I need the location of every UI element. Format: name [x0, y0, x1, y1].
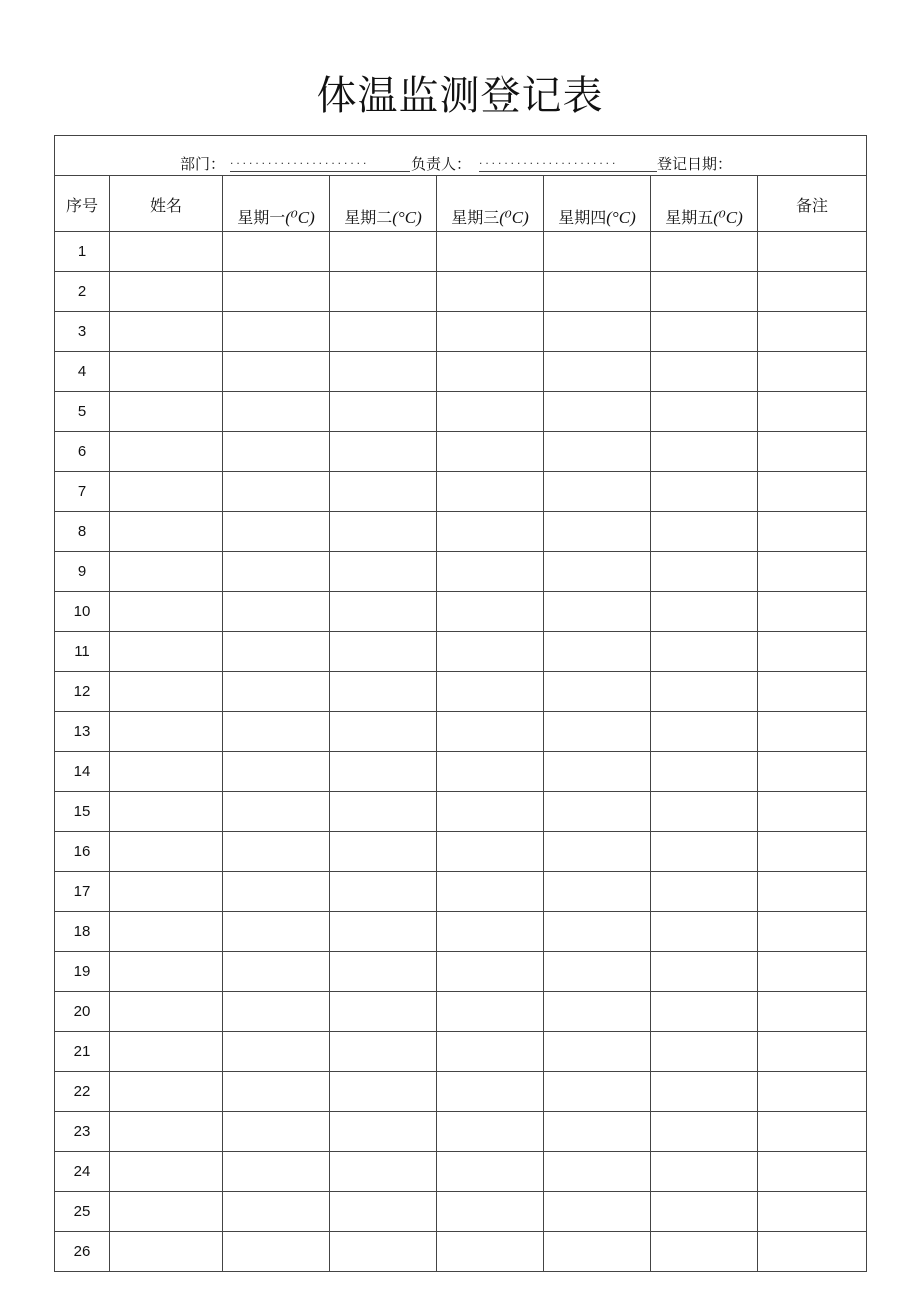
wednesday-cell[interactable]	[437, 1112, 544, 1152]
friday-cell[interactable]	[651, 1192, 758, 1232]
friday-cell[interactable]	[651, 992, 758, 1032]
name-cell[interactable]	[110, 712, 223, 752]
thursday-cell[interactable]	[544, 312, 651, 352]
friday-cell[interactable]	[651, 792, 758, 832]
friday-cell[interactable]	[651, 1152, 758, 1192]
row-number: 16	[55, 832, 110, 872]
row-number: 26	[55, 1232, 110, 1272]
friday-cell[interactable]	[651, 1072, 758, 1112]
row-number: 10	[55, 592, 110, 632]
wednesday-cell[interactable]	[437, 672, 544, 712]
wednesday-cell[interactable]	[437, 272, 544, 312]
tuesday-cell[interactable]	[330, 912, 437, 952]
thursday-cell[interactable]	[544, 1112, 651, 1152]
thursday-cell[interactable]	[544, 1072, 651, 1112]
thursday-cell[interactable]	[544, 712, 651, 752]
table-row	[55, 952, 867, 992]
tuesday-cell[interactable]	[330, 1112, 437, 1152]
department-field[interactable]: ......................	[230, 153, 410, 172]
friday-cell[interactable]	[651, 552, 758, 592]
thursday-cell[interactable]	[544, 592, 651, 632]
header-wednesday-label: 星期三	[451, 210, 500, 227]
row-number: 15	[55, 792, 110, 832]
table-row	[55, 1032, 867, 1072]
tuesday-cell[interactable]	[330, 352, 437, 392]
header-wednesday	[437, 176, 544, 232]
remark-cell[interactable]	[758, 1112, 867, 1152]
name-cell[interactable]	[110, 1232, 223, 1272]
thursday-cell[interactable]	[544, 952, 651, 992]
name-cell[interactable]	[110, 352, 223, 392]
friday-cell[interactable]	[651, 392, 758, 432]
row-number: 7	[55, 472, 110, 512]
table-row	[55, 1072, 867, 1112]
row-number: 25	[55, 1192, 110, 1232]
tuesday-cell[interactable]	[330, 672, 437, 712]
row-number: 4	[55, 352, 110, 392]
thursday-cell[interactable]	[544, 432, 651, 472]
friday-cell[interactable]	[651, 712, 758, 752]
tuesday-cell[interactable]	[330, 872, 437, 912]
table-row	[55, 272, 867, 312]
wednesday-cell[interactable]	[437, 872, 544, 912]
header-thursday-label: 星期四	[558, 210, 607, 227]
remark-cell[interactable]	[758, 272, 867, 312]
monday-cell[interactable]	[223, 1192, 330, 1232]
header-friday-label: 星期五	[665, 210, 714, 227]
tuesday-cell[interactable]	[330, 752, 437, 792]
table-row	[55, 512, 867, 552]
table-row	[55, 432, 867, 472]
name-cell[interactable]	[110, 1192, 223, 1232]
thursday-cell[interactable]	[544, 472, 651, 512]
wednesday-cell[interactable]	[437, 552, 544, 592]
thursday-cell[interactable]	[544, 992, 651, 1032]
table-row	[55, 712, 867, 752]
remark-cell[interactable]	[758, 1192, 867, 1232]
friday-cell[interactable]	[651, 672, 758, 712]
remark-cell[interactable]	[758, 912, 867, 952]
tuesday-cell[interactable]	[330, 632, 437, 672]
row-number: 22	[55, 1072, 110, 1112]
table-row	[55, 1192, 867, 1232]
thursday-cell[interactable]	[544, 272, 651, 312]
info-cell	[55, 136, 867, 176]
monday-cell[interactable]	[223, 272, 330, 312]
thursday-cell[interactable]	[544, 512, 651, 552]
tuesday-cell[interactable]	[330, 832, 437, 872]
thursday-cell[interactable]	[544, 1032, 651, 1072]
table-row	[55, 552, 867, 592]
wednesday-cell[interactable]	[437, 712, 544, 752]
thursday-cell[interactable]	[544, 872, 651, 912]
header-thursday-unit: (°C)	[606, 208, 636, 227]
info-row	[55, 136, 867, 176]
page-title: 体温监测登记表	[316, 73, 604, 119]
monday-cell[interactable]	[223, 1072, 330, 1112]
monday-cell[interactable]	[223, 392, 330, 432]
monday-cell[interactable]	[223, 992, 330, 1032]
row-number: 2	[55, 272, 110, 312]
remark-cell[interactable]	[758, 792, 867, 832]
thursday-cell[interactable]	[544, 1192, 651, 1232]
wednesday-cell[interactable]	[437, 992, 544, 1032]
friday-cell[interactable]	[651, 832, 758, 872]
wednesday-cell[interactable]	[437, 752, 544, 792]
name-cell[interactable]	[110, 552, 223, 592]
monday-cell[interactable]	[223, 472, 330, 512]
monday-cell[interactable]	[223, 592, 330, 632]
header-tuesday-label: 星期二	[344, 210, 393, 227]
wednesday-cell[interactable]	[437, 392, 544, 432]
monday-cell[interactable]	[223, 1032, 330, 1072]
tuesday-cell[interactable]	[330, 1152, 437, 1192]
wednesday-cell[interactable]	[437, 472, 544, 512]
thursday-cell[interactable]	[544, 392, 651, 432]
header-friday-unit: (⁰C)	[713, 208, 743, 227]
thursday-cell[interactable]	[544, 232, 651, 272]
thursday-cell[interactable]	[544, 1232, 651, 1272]
table-row	[55, 1232, 867, 1272]
monday-cell[interactable]	[223, 872, 330, 912]
thursday-cell[interactable]	[544, 632, 651, 672]
monday-cell[interactable]	[223, 352, 330, 392]
remark-cell[interactable]	[758, 952, 867, 992]
tuesday-cell[interactable]	[330, 592, 437, 632]
table-row	[55, 792, 867, 832]
row-number: 1	[55, 232, 110, 272]
name-cell[interactable]	[110, 832, 223, 872]
monday-cell[interactable]	[223, 712, 330, 752]
tuesday-cell[interactable]	[330, 312, 437, 352]
wednesday-cell[interactable]	[437, 312, 544, 352]
name-cell[interactable]	[110, 312, 223, 352]
remark-cell[interactable]	[758, 392, 867, 432]
person-in-charge-field[interactable]: ......................	[479, 153, 657, 172]
name-cell[interactable]	[110, 472, 223, 512]
remark-cell[interactable]	[758, 1072, 867, 1112]
header-friday	[651, 176, 758, 232]
wednesday-cell[interactable]	[437, 1032, 544, 1072]
thursday-cell[interactable]	[544, 352, 651, 392]
tuesday-cell[interactable]	[330, 792, 437, 832]
registration-date-label: 登记日期：	[657, 156, 733, 173]
wednesday-cell[interactable]	[437, 1232, 544, 1272]
monday-cell[interactable]	[223, 632, 330, 672]
remark-cell[interactable]	[758, 832, 867, 872]
thursday-cell[interactable]	[544, 752, 651, 792]
row-number: 9	[55, 552, 110, 592]
friday-cell[interactable]	[651, 312, 758, 352]
monday-cell[interactable]	[223, 232, 330, 272]
header-monday-unit: (⁰C)	[285, 208, 315, 227]
wednesday-cell[interactable]	[437, 632, 544, 672]
name-cell[interactable]	[110, 632, 223, 672]
remark-cell[interactable]	[758, 352, 867, 392]
thursday-cell[interactable]	[544, 912, 651, 952]
row-number: 12	[55, 672, 110, 712]
thursday-cell[interactable]	[544, 792, 651, 832]
monday-cell[interactable]	[223, 312, 330, 352]
remark-cell[interactable]	[758, 232, 867, 272]
name-cell[interactable]	[110, 512, 223, 552]
name-cell[interactable]	[110, 792, 223, 832]
table-row	[55, 1112, 867, 1152]
remark-cell[interactable]	[758, 592, 867, 632]
table-row	[55, 872, 867, 912]
tuesday-cell[interactable]	[330, 432, 437, 472]
table-row	[55, 232, 867, 272]
wednesday-cell[interactable]	[437, 952, 544, 992]
registration-table	[54, 135, 867, 1272]
thursday-cell[interactable]	[544, 1152, 651, 1192]
row-number: 11	[55, 632, 110, 672]
monday-cell[interactable]	[223, 1112, 330, 1152]
row-number: 5	[55, 392, 110, 432]
monday-cell[interactable]	[223, 1152, 330, 1192]
table-row	[55, 352, 867, 392]
thursday-cell[interactable]	[544, 672, 651, 712]
name-cell[interactable]	[110, 232, 223, 272]
friday-cell[interactable]	[651, 632, 758, 672]
row-number: 18	[55, 912, 110, 952]
table-row	[55, 832, 867, 872]
table-row	[55, 912, 867, 952]
row-number: 24	[55, 1152, 110, 1192]
remark-cell[interactable]	[758, 512, 867, 552]
monday-cell[interactable]	[223, 1232, 330, 1272]
person-in-charge-label: 负责人：	[411, 156, 472, 173]
friday-cell[interactable]	[651, 512, 758, 552]
wednesday-cell[interactable]	[437, 1152, 544, 1192]
friday-cell[interactable]	[651, 1032, 758, 1072]
monday-cell[interactable]	[223, 752, 330, 792]
friday-cell[interactable]	[651, 592, 758, 632]
name-cell[interactable]	[110, 592, 223, 632]
monday-cell[interactable]	[223, 912, 330, 952]
name-cell[interactable]	[110, 872, 223, 912]
monday-cell[interactable]	[223, 552, 330, 592]
remark-cell[interactable]	[758, 872, 867, 912]
name-cell[interactable]	[110, 952, 223, 992]
name-cell[interactable]	[110, 912, 223, 952]
row-number: 6	[55, 432, 110, 472]
department-label: 部门：	[180, 156, 226, 173]
monday-cell[interactable]	[223, 432, 330, 472]
tuesday-cell[interactable]	[330, 472, 437, 512]
monday-cell[interactable]	[223, 832, 330, 872]
wednesday-cell[interactable]	[437, 832, 544, 872]
tuesday-cell[interactable]	[330, 232, 437, 272]
table-row	[55, 632, 867, 672]
header-tuesday	[330, 176, 437, 232]
name-cell[interactable]	[110, 272, 223, 312]
monday-cell[interactable]	[223, 672, 330, 712]
remark-cell[interactable]	[758, 1152, 867, 1192]
table-row	[55, 752, 867, 792]
table-row	[55, 1152, 867, 1192]
remark-cell[interactable]	[758, 672, 867, 712]
friday-cell[interactable]	[651, 1112, 758, 1152]
friday-cell[interactable]	[651, 912, 758, 952]
name-cell[interactable]	[110, 432, 223, 472]
row-number: 13	[55, 712, 110, 752]
wednesday-cell[interactable]	[437, 352, 544, 392]
wednesday-cell[interactable]	[437, 1192, 544, 1232]
remark-cell[interactable]	[758, 1032, 867, 1072]
tuesday-cell[interactable]	[330, 1192, 437, 1232]
wednesday-cell[interactable]	[437, 792, 544, 832]
header-monday	[223, 176, 330, 232]
wednesday-cell[interactable]	[437, 912, 544, 952]
friday-cell[interactable]	[651, 1232, 758, 1272]
tuesday-cell[interactable]	[330, 952, 437, 992]
friday-cell[interactable]	[651, 752, 758, 792]
friday-cell[interactable]	[651, 872, 758, 912]
row-number: 21	[55, 1032, 110, 1072]
tuesday-cell[interactable]	[330, 712, 437, 752]
table-row	[55, 392, 867, 432]
row-number: 19	[55, 952, 110, 992]
friday-cell[interactable]	[651, 472, 758, 512]
header-tuesday-unit: (°C)	[392, 208, 422, 227]
table-row	[55, 312, 867, 352]
monday-cell[interactable]	[223, 792, 330, 832]
table-row	[55, 592, 867, 632]
thursday-cell[interactable]	[544, 832, 651, 872]
name-cell[interactable]	[110, 392, 223, 432]
table-row	[55, 472, 867, 512]
friday-cell[interactable]	[651, 952, 758, 992]
thursday-cell[interactable]	[544, 552, 651, 592]
remark-cell[interactable]	[758, 312, 867, 352]
tuesday-cell[interactable]	[330, 512, 437, 552]
wednesday-cell[interactable]	[437, 592, 544, 632]
friday-cell[interactable]	[651, 232, 758, 272]
tuesday-cell[interactable]	[330, 1032, 437, 1072]
tuesday-cell[interactable]	[330, 1072, 437, 1112]
header-name: 姓名	[110, 176, 223, 232]
remark-cell[interactable]	[758, 632, 867, 672]
name-cell[interactable]	[110, 1072, 223, 1112]
tuesday-cell[interactable]	[330, 392, 437, 432]
wednesday-cell[interactable]	[437, 1072, 544, 1112]
wednesday-cell[interactable]	[437, 512, 544, 552]
row-number: 3	[55, 312, 110, 352]
header-monday-label: 星期一	[237, 210, 286, 227]
remark-cell[interactable]	[758, 992, 867, 1032]
row-number: 17	[55, 872, 110, 912]
header-wednesday-unit: (⁰C)	[499, 208, 529, 227]
table-row	[55, 992, 867, 1032]
header-seq: 序号	[55, 176, 110, 232]
remark-cell[interactable]	[758, 472, 867, 512]
header-remark: 备注	[758, 176, 867, 232]
tuesday-cell[interactable]	[330, 1232, 437, 1272]
friday-cell[interactable]	[651, 272, 758, 312]
table-row	[55, 672, 867, 712]
monday-cell[interactable]	[223, 512, 330, 552]
wednesday-cell[interactable]	[437, 432, 544, 472]
tuesday-cell[interactable]	[330, 272, 437, 312]
header-row	[55, 176, 867, 232]
name-cell[interactable]	[110, 1152, 223, 1192]
name-cell[interactable]	[110, 1112, 223, 1152]
name-cell[interactable]	[110, 752, 223, 792]
remark-cell[interactable]	[758, 712, 867, 752]
wednesday-cell[interactable]	[437, 232, 544, 272]
row-number: 14	[55, 752, 110, 792]
remark-cell[interactable]	[758, 552, 867, 592]
name-cell[interactable]	[110, 1032, 223, 1072]
friday-cell[interactable]	[651, 432, 758, 472]
row-number: 20	[55, 992, 110, 1032]
remark-cell[interactable]	[758, 1232, 867, 1272]
tuesday-cell[interactable]	[330, 992, 437, 1032]
monday-cell[interactable]	[223, 952, 330, 992]
remark-cell[interactable]	[758, 752, 867, 792]
row-number: 8	[55, 512, 110, 552]
header-thursday	[544, 176, 651, 232]
row-number: 23	[55, 1112, 110, 1152]
name-cell[interactable]	[110, 992, 223, 1032]
friday-cell[interactable]	[651, 352, 758, 392]
tuesday-cell[interactable]	[330, 552, 437, 592]
name-cell[interactable]	[110, 672, 223, 712]
remark-cell[interactable]	[758, 432, 867, 472]
